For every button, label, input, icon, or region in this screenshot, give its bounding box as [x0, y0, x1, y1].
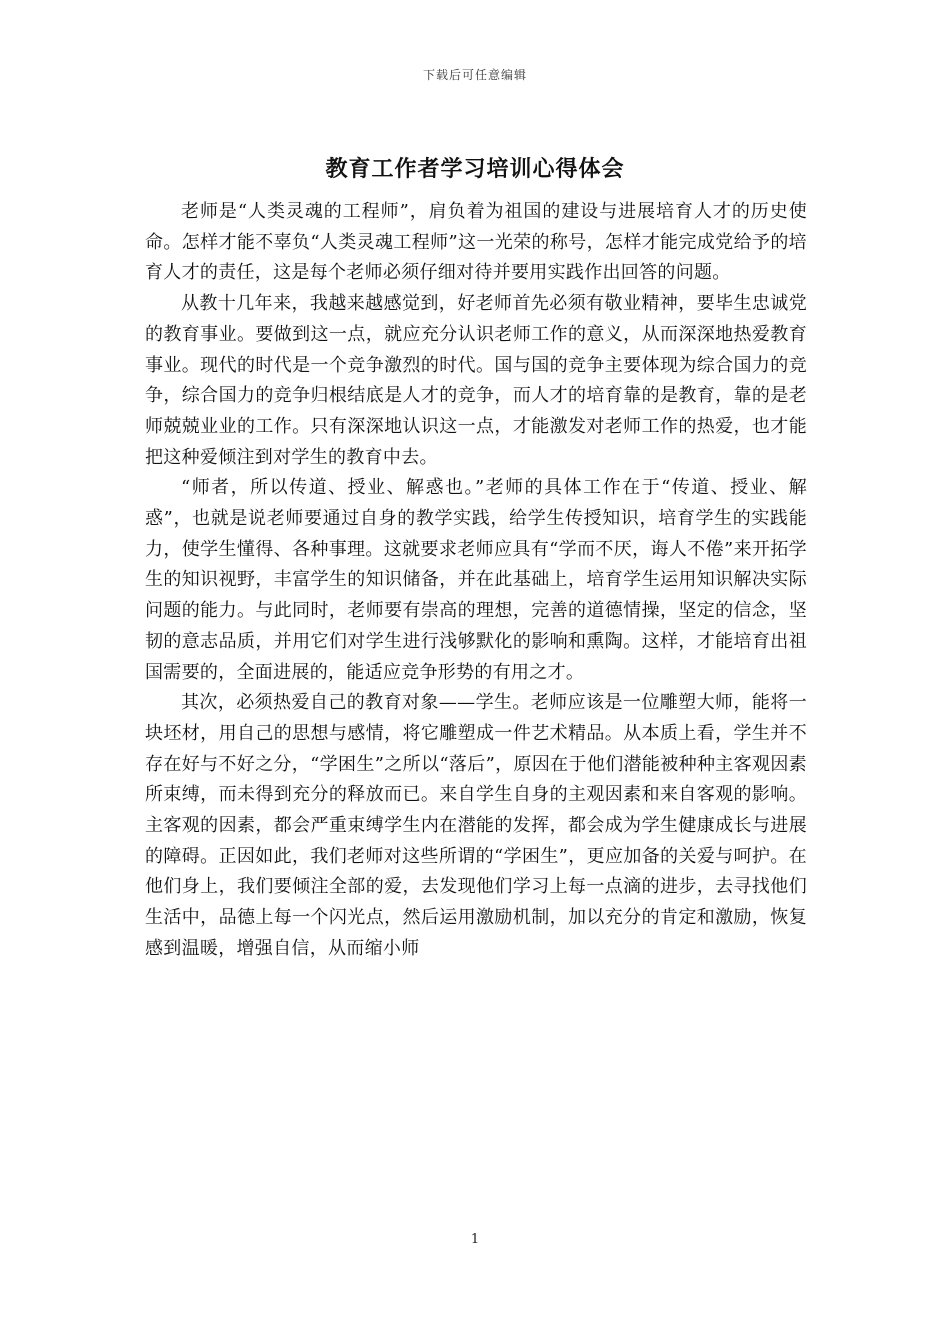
document-title: 教育工作者学习培训心得体会 [325, 156, 625, 182]
paragraph: 其次，必须热爱自己的教育对象——学生。老师应该是一位雕塑大师，能将一块坯材，用自己的思想与感情，将它雕塑成一件艺术精品。从本质上看，学生并不存在好与不好之分，“学困生”之所以“落后”，原因在于他们潜能被种种主客观因素所束缚，而未得到充分的释放而已。来自学生自身的主观因素和来自客观的影响。主客观的因素，都会严重束缚学生内在潜能的发挥，都会成为学生健康成长与进展的障碍。正因如此，我们老师对这些所谓的“学困生”，更应加备的关爱与呵护。在他们身上，我们要倾注全部的爱，去发现他们学习上每一点滴的进步，去寻找他们生活中，品德上每一个闪光点，然后运用激励机制，加以充分的肯定和激励，恢复感到温暖，增强自信，从而缩小师 [145, 692, 807, 959]
paragraph: “师者，所以传道、授业、解惑也。”老师的具体工作在于“传道、授业、解惑”，也就是说老师要通过自身的教学实践，给学生传授知识，培育学生的实践能力，使学生懂得、各种事理。这就要求老师应具有“学而不厌，诲人不倦”来开拓学生的知识视野，丰富学生的知识储备，并在此基础上，培育学生运用知识解决实际问题的能力。与此同时，老师要有崇高的理想，完善的道德情操，坚定的信念，坚韧的意志品质，并用它们对学生进行浅够默化的影响和熏陶。这样，才能培育出祖国需要的，全面进展的，能适应竞争形势的有用之才。 [145, 477, 807, 683]
header-note: 下载后可任意编辑 [422, 68, 527, 82]
paragraph: 从教十几年来，我越来越感觉到，好老师首先必须有敬业精神，要毕生忠诚党的教育事业。要做到这一点，就应充分认识老师工作的意义，从而深深地热爱教育事业。现代的时代是一个竞争激烈的时代。国与国的竞争主要体现为综合国力的竞争，综合国力的竞争归根结底是人才的竞争，而人才的培育靠的是教育，靠的是老师兢兢业业的工作。只有深深地认识这一点，才能激发对老师工作的热爱，也才能把这种爱倾注到对学生的教育中去。 [145, 293, 807, 468]
page-number: 1 [470, 1232, 480, 1247]
paragraph: 老师是“人类灵魂的工程师”，肩负着为祖国的建设与进展培育人才的历史使命。怎样才能不辜负“人类灵魂工程师”这一光荣的称号，怎样才能完成党给予的培育人才的责任，这是每个老师必须仔细对待并要用实践作出回答的问题。 [145, 201, 807, 284]
document-body [145, 197, 807, 965]
